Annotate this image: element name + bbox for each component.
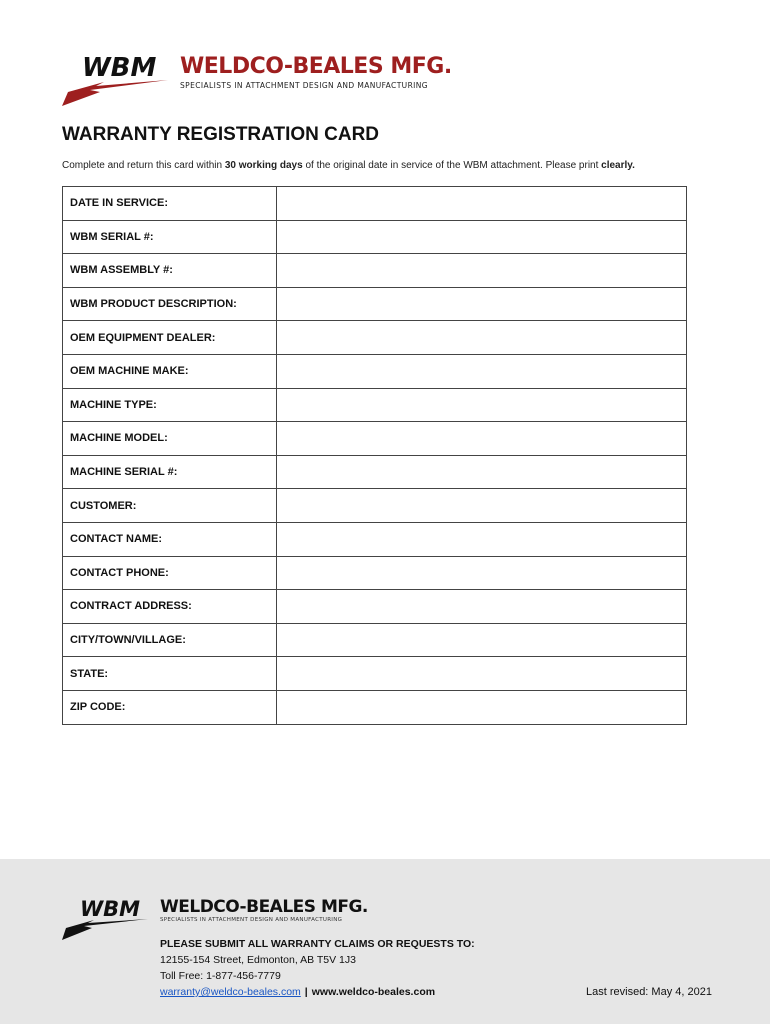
footer-address: 12155-154 Street, Edmonton, AB T5V 1J3: [160, 954, 356, 966]
form-row: [63, 422, 687, 456]
field-label: CONTACT NAME:: [63, 522, 277, 556]
form-row: [63, 287, 687, 321]
field-input-cell[interactable]: [277, 254, 687, 288]
page-title: WARRANTY REGISTRATION CARD: [62, 124, 380, 145]
footer-toll-free: Toll Free: 1-877-456-7779: [160, 970, 281, 982]
logo-mark-text: WBM: [82, 53, 157, 83]
field-label: MACHINE MODEL:: [63, 422, 277, 456]
submission-info: [160, 936, 475, 1000]
footer-brand-block: [160, 897, 368, 923]
form-row: [63, 455, 687, 489]
field-input-cell[interactable]: [277, 556, 687, 590]
instructions-part1: Complete and return this card within: [62, 160, 225, 171]
form-row: [63, 623, 687, 657]
field-input-cell[interactable]: [277, 690, 687, 724]
form-row: [63, 220, 687, 254]
form-row: [63, 354, 687, 388]
field-label: CONTACT PHONE:: [63, 556, 277, 590]
submit-heading: PLEASE SUBMIT ALL WARRANTY CLAIMS OR REQUESTS TO:: [160, 938, 475, 950]
field-input-cell[interactable]: [277, 187, 687, 221]
field-label: WBM PRODUCT DESCRIPTION:: [63, 287, 277, 321]
field-input-cell[interactable]: [277, 388, 687, 422]
field-label: STATE:: [63, 657, 277, 691]
website-text: www.weldco-beales.com: [311, 986, 436, 998]
form-row: [63, 690, 687, 724]
form-row: [63, 187, 687, 221]
form-row: [63, 321, 687, 355]
form-row: [63, 522, 687, 556]
field-input-cell[interactable]: [277, 321, 687, 355]
footer-logo-mark-text: WBM: [80, 897, 141, 921]
field-label: OEM EQUIPMENT DEALER:: [63, 321, 277, 355]
logo-arrow-shape: [62, 80, 168, 106]
field-label: MACHINE SERIAL #:: [63, 455, 277, 489]
field-input-cell[interactable]: [277, 522, 687, 556]
last-revised-date: Last revised: May 4, 2021: [586, 986, 712, 998]
instructions-part2: of the original date in service of the WBM attachment. Please print: [302, 160, 602, 171]
instructions-emphasis-clearly: clearly.: [601, 160, 635, 171]
field-label: MACHINE TYPE:: [63, 388, 277, 422]
instructions-emphasis-days: 30 working days: [224, 160, 303, 171]
field-input-cell[interactable]: [277, 590, 687, 624]
field-input-cell[interactable]: [277, 354, 687, 388]
field-label: ZIP CODE:: [63, 690, 277, 724]
field-label: CUSTOMER:: [63, 489, 277, 523]
field-input-cell[interactable]: [277, 623, 687, 657]
footer-company-name: WELDCO-BEALES MFG.: [160, 897, 368, 917]
form-row: [63, 254, 687, 288]
registration-form-table: [62, 186, 687, 725]
field-label: CITY/TOWN/VILLAGE:: [63, 623, 277, 657]
instructions-text: [62, 160, 635, 171]
field-input-cell[interactable]: [277, 657, 687, 691]
footer-logo-arrow-shape: [62, 919, 148, 940]
field-label: CONTRACT ADDRESS:: [63, 590, 277, 624]
field-input-cell[interactable]: [277, 422, 687, 456]
form-row: [63, 489, 687, 523]
field-label: DATE IN SERVICE:: [63, 187, 277, 221]
field-input-cell[interactable]: [277, 489, 687, 523]
company-tagline: SPECIALISTS IN ATTACHMENT DESIGN AND MANUFACTURING: [180, 81, 429, 90]
footer-company-tagline: SPECIALISTS IN ATTACHMENT DESIGN AND MANUFACTURING: [160, 917, 343, 923]
brand-block: [180, 54, 452, 90]
form-row: [63, 388, 687, 422]
footer-contact-line: [160, 984, 475, 1000]
field-input-cell[interactable]: [277, 220, 687, 254]
warranty-email-link[interactable]: warranty@weldco-beales.com: [160, 986, 301, 998]
field-input-cell[interactable]: [277, 455, 687, 489]
form-row: [63, 590, 687, 624]
contact-separator: |: [304, 986, 308, 998]
field-label: WBM SERIAL #:: [63, 220, 277, 254]
field-label: WBM ASSEMBLY #:: [63, 254, 277, 288]
form-row: [63, 556, 687, 590]
field-label: OEM MACHINE MAKE:: [63, 354, 277, 388]
field-input-cell[interactable]: [277, 287, 687, 321]
form-row: [63, 657, 687, 691]
company-name: WELDCO-BEALES MFG.: [180, 54, 452, 79]
